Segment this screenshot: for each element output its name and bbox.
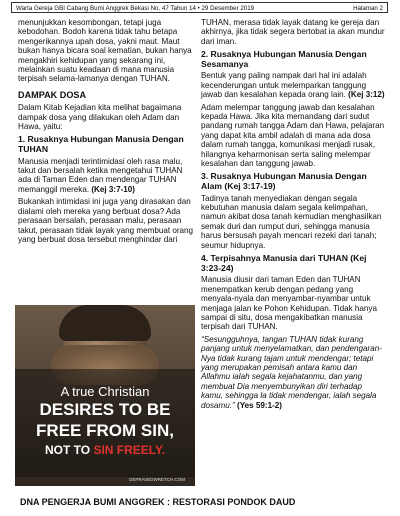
paragraph: Bukankah intimidasi ini juga yang dirasakan dan dialami oleh mereka yang berbuat dosa? Ada perasaan bersalah, perasaan malu, perasaan takut, perasaan tidak layak yang membuat orang yang berbuat dosa tersebut menghindar dari: [18, 197, 194, 244]
quote-poster-image: [15, 305, 195, 486]
paragraph: Adam melempar tanggung jawab dan kesalahan kepada Hawa. Jika kita memandang dari sudut pandang rumah tangga Adam dan Hawa, pelajaran yang dapat kita ambil adalah di mana ada dosa dalam rumah tangga, komunikasi menjadi rusak, hilangnya keharmonisan serta saling melempar kesalahan dan tanggung jawab.: [201, 102, 385, 169]
section-title: DAMPAK DOSA: [18, 89, 87, 100]
poster-line-1: A true Christian: [60, 384, 150, 399]
paragraph: Manusia diusir dari taman Eden dan TUHAN menempatkan kerub dengan pedang yang menyala-nyala dan menyambar-nyambar untuk menjaga jalan ke Pohon Kehidupan. Tidak hanya sampai di situ, dosa mengakibatkan manusia terpisah dari TUHAN.: [201, 275, 377, 332]
paragraph-text: Bentuk yang paling nampak dari hal ini adalah kecenderungan untuk melemparkan tanggung jawab dan kesalahan kepada orang lain.: [201, 71, 367, 100]
poster-line-4-red: SIN FREELY.: [93, 443, 166, 457]
subheading: 1. Rusaknya Hubungan Manusia Dengan TUHAN: [18, 134, 184, 155]
paragraph: Tadinya tanah menyediakan dengan segala kebutuhan manusia dalam segala kelimpahan, namun akibat dosa tanah kemudian menghasilkan semak duri dan rumput duri, sehingga manusia harus bersusah payah mencari rezeki dari tanah; seumur hidupnya.: [201, 193, 382, 250]
left-column: [18, 18, 198, 247]
paragraph: [201, 71, 386, 99]
poster-figure-hair: [59, 305, 151, 341]
quote-text: “Sesungguhnya, tangan TUHAN tidak kurang panjang untuk menyelamatkan, dan pendengaran-Nya tidak kurang tajam untuk mendengar; tetapi yang merupakan pemisah antara kamu dan Allahmu ialah segala kejahatanmu, dan yang membuat Dia menyembunyikan diri terhadap kamu, sehingga la tidak mendengar, ialah segala dosamu.”: [201, 334, 382, 410]
paragraph: menunjukkan kesombongan, tetapi juga kebodohan. Bodoh karena tidak tahu betapa mengerikannya upah dosa, yakni maut. Maut bukan hanya bicara soal kematian, bukan hanya mengakhiri kehidupan yang sekarang ini, melainkan suatu keadaan di mana manusia terpisah selama-lamanya dengan TUHAN.: [18, 18, 192, 84]
header-bulletin-info: Warta Gereja GBI Cabang Bumi Anggrek Bekasi No. 47 Tahun 14 • 29 Desember 2019: [16, 5, 255, 12]
poster-credit: DEPRAVEDWRETCH.COM: [129, 477, 185, 482]
poster-line-3: FREE FROM SIN,: [36, 421, 174, 440]
paragraph-text: Manusia menjadi terintimidasi oleh rasa malu, takut dan bersalah ketika mengetahui TUHAN ada di Taman Eden dan mendengar TUHAN memanggil mereka.: [18, 156, 183, 194]
scripture-reference: (Yes 59:1-2): [237, 400, 282, 410]
poster-line-2: DESIRES TO BE: [39, 400, 171, 419]
subheading: 2. Rusaknya Hubungan Manusia Dengan Sesamanya: [201, 49, 367, 69]
poster-line-4-white: NOT TO: [44, 443, 94, 457]
scripture-reference: (Kej 3:12): [348, 90, 385, 100]
paragraph: [18, 157, 198, 195]
poster-line-4: [15, 443, 195, 457]
paragraph: TUHAN, merasa tidak layak datang ke gereja dan akhirnya, jika tidak segera bertobat ia akan mundur dari iman.: [201, 18, 385, 46]
page-footer: DNA PENGERJA BUMI ANGGREK : RESTORASI PONDOK DAUD: [20, 497, 296, 507]
scripture-quote: [201, 335, 386, 410]
paragraph: Dalam Kitab Kejadian kita melihat bagaimana dampak dosa yang dilakukan oleh Adam dan Hawa, yaitu:: [18, 103, 182, 132]
right-column: [201, 18, 386, 413]
subheading: 4. Terpisahnya Manusia dari TUHAN (Kej 3:23-24): [201, 253, 367, 273]
subheading: 3. Rusaknya Hubungan Manusia Dengan Alam (Kej 3:17-19): [201, 171, 367, 192]
header-page-number: Halaman 2: [353, 5, 383, 12]
scripture-reference: (Kej 3:7-10): [91, 184, 135, 194]
page-header: [11, 2, 388, 13]
